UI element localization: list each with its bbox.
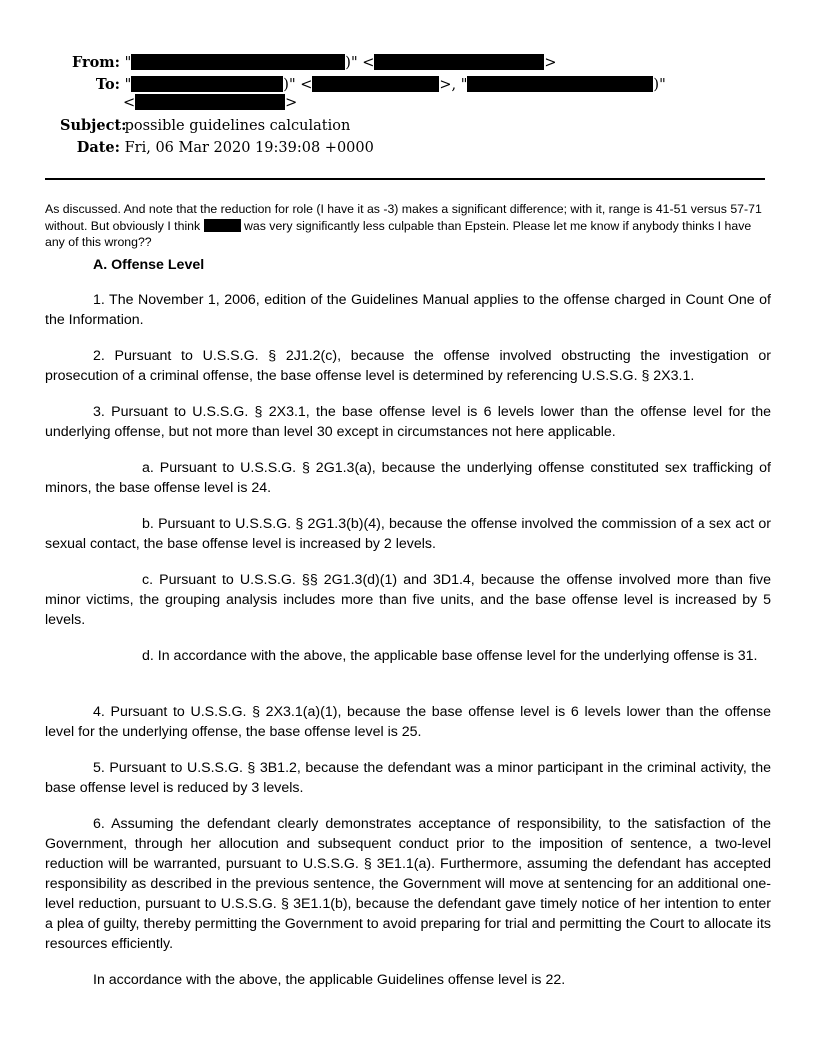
redacted-recipient-email-1 bbox=[312, 76, 439, 92]
paragraph-3b: b. Pursuant to U.S.S.G. § 2G1.3(b)(4), because the offense involved the commission of a sex act or sexual contact, the base offense level is increased by 2 levels. bbox=[45, 516, 771, 552]
redacted-recipient-name-2 bbox=[467, 76, 653, 92]
paragraph-3c: c. Pursuant to U.S.S.G. §§ 2G1.3(d)(1) and 3D1.4, because the offense involved more than five minor victims, the grouping analysis includes more than five units, and the base offense level is increased by 5 levels. bbox=[45, 572, 771, 628]
subject-label: Subject: bbox=[60, 117, 127, 134]
to-line-continued: < > bbox=[123, 95, 298, 111]
redacted-recipient-email-2 bbox=[135, 94, 285, 110]
date-line bbox=[60, 139, 374, 157]
subject-text: possible guidelines calculation bbox=[124, 118, 351, 134]
paragraph-5: 5. Pursuant to U.S.S.G. § 3B1.2, because the defendant was a minor participant in the criminal activity, the base offense level is reduced by 3 levels. bbox=[45, 760, 771, 796]
paragraph-4: 4. Pursuant to U.S.S.G. § 2X3.1(a)(1), because the base offense level is 6 levels lower than the offense level for the underlying offense, the base offense level is 25. bbox=[45, 704, 771, 740]
redacted-sender-name bbox=[131, 54, 345, 70]
from-line: From: " )" < > bbox=[60, 54, 557, 72]
redacted-recipient-name-1 bbox=[131, 76, 283, 92]
paragraph-3a: a. Pursuant to U.S.S.G. § 2G1.3(a), because the underlying offense constituted sex trafficking of minors, the base offense level is 24. bbox=[45, 460, 771, 496]
redacted-sender-email bbox=[374, 54, 544, 70]
paragraph-3: 3. Pursuant to U.S.S.G. § 2X3.1, the base offense level is 6 levels lower than the offense level for the underlying offense, but not more than level 30 except in circumstances not here applicable. bbox=[45, 404, 771, 440]
intro-text-after: was very significantly less culpable than Epstein. Please let me know if anybody thinks I have any of this wrong?? bbox=[45, 218, 752, 249]
paragraph-1: 1. The November 1, 2006, edition of the Guidelines Manual applies to the offense charged in Count One of the Information. bbox=[45, 292, 771, 328]
paragraph-6: 6. Assuming the defendant clearly demonstrates acceptance of responsibility, to the satisfaction of the Government, through her allocution and subsequent conduct prior to the imposition of sentence, a two-level reduction will be warranted, pursuant to U.S.S.G. § 3E1.1(a). Furthermore, assuming the defendant has accepted responsibility as described in the previous sentence, the Government will move at sentencing for an additional one-level reduction, pursuant to U.S.S.G. § 3E1.1(b), because the defendant gave timely notice of her intention to enter a plea of guilty, thereby permitting the Government to avoid preparing for trial and permitting the Court to allocate its resources efficiently. bbox=[45, 816, 771, 952]
subject-line bbox=[60, 117, 350, 135]
intro-message bbox=[45, 201, 771, 251]
paragraph-conclusion: In accordance with the above, the applicable Guidelines offense level is 22. bbox=[93, 972, 566, 988]
date-text: Fri, 06 Mar 2020 19:39:08 +0000 bbox=[124, 140, 374, 156]
intro-text-before: As discussed. And note that the reduction for role (I have it as -3) makes a significant difference; with it, range is 41-51 versus 57-71 without. But obviously I think bbox=[45, 202, 762, 233]
to-line: To: " )" < >, " )" bbox=[60, 76, 666, 94]
paragraph-3d: d. In accordance with the above, the applicable base offense level for the underlying offense is 31. bbox=[142, 648, 758, 664]
to-label: To: bbox=[95, 76, 120, 93]
redacted-name bbox=[204, 219, 241, 232]
paragraph-2: 2. Pursuant to U.S.S.G. § 2J1.2(c), because the offense involved obstructing the investigation or prosecution of a criminal offense, the base offense level is determined by referencing U.S.S.G. § 2X3.1. bbox=[45, 348, 771, 384]
date-label: Date: bbox=[76, 139, 120, 156]
from-label: From: bbox=[71, 54, 120, 71]
section-title: A. Offense Level bbox=[93, 257, 205, 273]
header-divider bbox=[45, 178, 765, 180]
